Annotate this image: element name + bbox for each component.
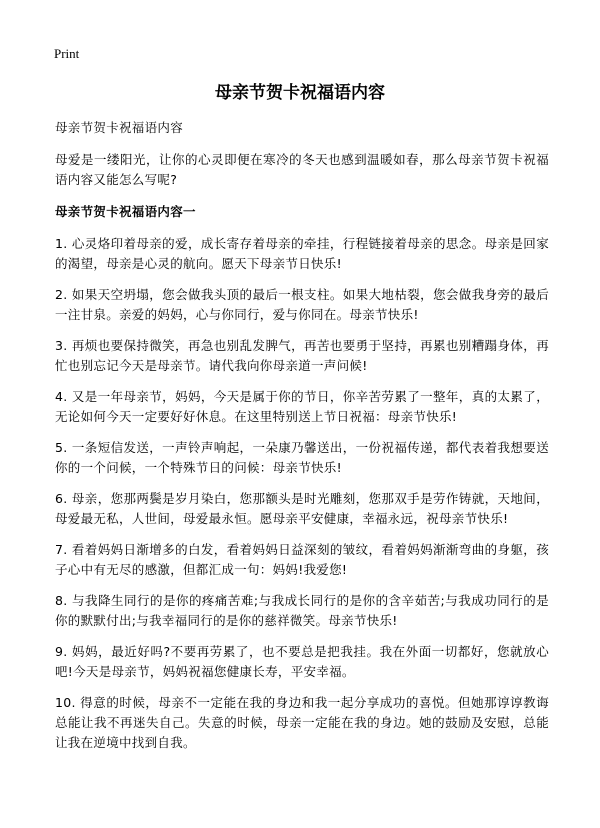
greeting-item: 1. 心灵烙印着母亲的爱，成长寄存着母亲的牵挂，行程链接着母亲的思念。母亲是回家的渴望，母亲是心灵的航向。愿天下母亲节日快乐! [55,236,549,271]
article-subtitle: 母亲节贺卡祝福语内容 [55,120,184,135]
greeting-item: 7. 看着妈妈日渐增多的白发，看着妈妈日益深刻的皱纹，看着妈妈渐渐弯曲的身躯，孩子心中有无尽的感激，但都汇成一句：妈妈!我爱您! [55,542,549,577]
page-title: 母亲节贺卡祝福语内容 [215,83,385,103]
greeting-item: 10. 得意的时候，母亲不一定能在我的身边和我一起分享成功的喜悦。但她那谆谆教诲总能让我不再迷失自己。失意的时候，母亲一定能在我的身边。她的鼓励及安慰，总能让我在逆境中找到自我。 [55,695,549,750]
greeting-item: 6. 母亲，您那两鬓是岁月染白，您那额头是时光雕刻，您那双手是劳作铸就，天地间，母爱最无私，人世间，母爱最永恒。愿母亲平安健康，幸福永远，祝母亲节快乐! [55,491,549,526]
greeting-item: 5. 一条短信发送，一声铃声响起，一朵康乃馨送出，一份祝福传递，都代表着我想要送你的一个问候，一个特殊节日的问候：母亲节快乐! [55,440,549,475]
greeting-item: 3. 再烦也要保持微笑，再急也别乱发脾气，再苦也要勇于坚持，再累也别糟蹋身体，再忙也别忘记今天是母亲节。请代我向你母亲道一声问候! [55,338,549,373]
greeting-item: 4. 又是一年母亲节，妈妈，今天是属于你的节日，你辛苦劳累了一整年，真的太累了，无论如何今天一定要好好休息。在这里特别送上节日祝福：母亲节快乐! [55,389,549,424]
article-body [55,118,549,764]
greeting-item: 8. 与我降生同行的是你的疼痛苦难;与我成长同行的是你的含辛茹苦;与我成功同行的是你的默默付出;与我幸福同行的是你的慈祥微笑。母亲节快乐! [55,593,549,628]
print-link[interactable]: Print [54,46,80,61]
section-heading: 母亲节贺卡祝福语内容一 [55,204,196,219]
greeting-item: 2. 如果天空坍塌，您会做我头顶的最后一根支柱。如果大地枯裂，您会做我身旁的最后一注甘泉。亲爱的妈妈，心与你同行，爱与你同在。母亲节快乐! [55,287,549,322]
intro-paragraph: 母爱是一缕阳光，让你的心灵即便在寒冷的冬天也感到温暖如春，那么母亲节贺卡祝福语内容又能怎么写呢? [55,152,549,187]
greeting-item: 9. 妈妈，最近好吗?不要再劳累了，也不要总是把我挂。我在外面一切都好，您就放心吧!今天是母亲节，妈妈祝福您健康长寿，平安幸福。 [55,644,549,679]
